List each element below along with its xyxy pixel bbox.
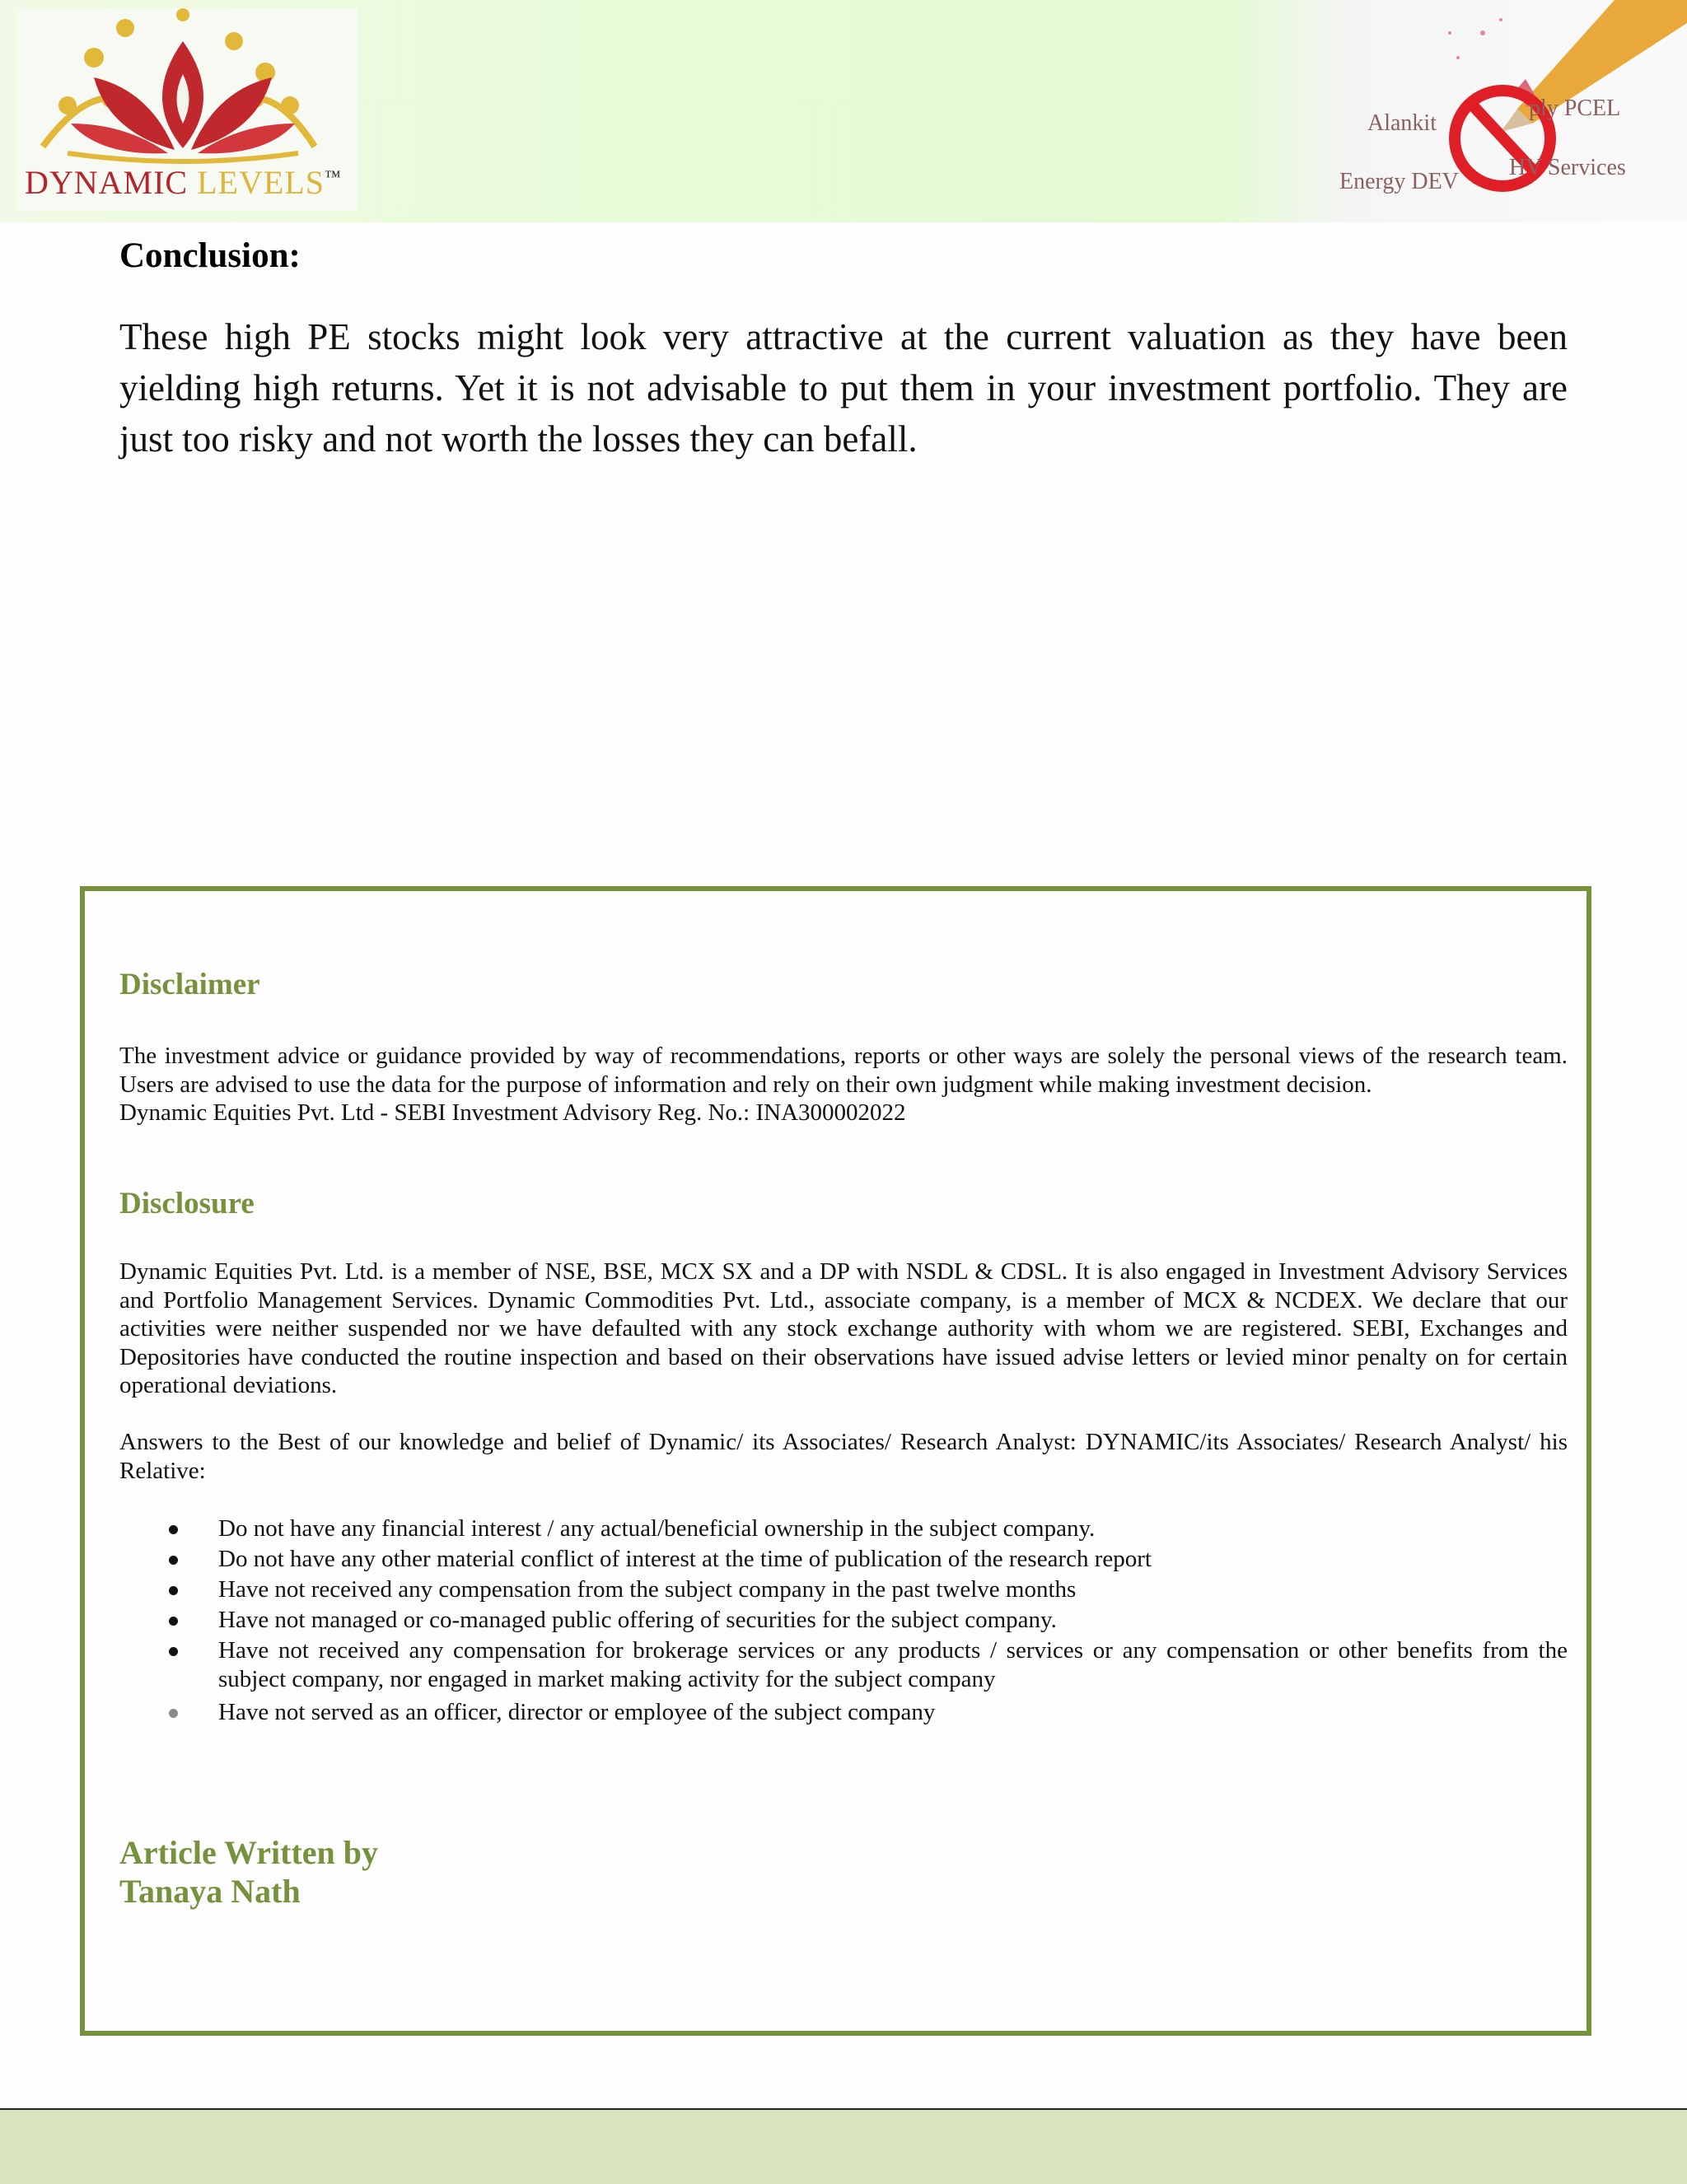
bullet-icon <box>169 1647 178 1656</box>
promo-label-services: HV Services <box>1509 155 1626 180</box>
sebi-registration: Dynamic Equities Pvt. Ltd - SEBI Investment Advisory Reg. No.: INA300002022 <box>119 1099 906 1126</box>
bullet-icon <box>169 1586 178 1595</box>
disclosure-bullet-list <box>119 1514 1568 1729</box>
dynamic-levels-logo <box>18 8 357 211</box>
promo-label-energy: Energy DEV <box>1339 169 1459 194</box>
conclusion-body: These high PE stocks might look very attractive at the current valuation as they have been yielding high returns. Yet it is not advisable to put them in your investment portfolio. They are just too risky and not worth the losses they can befall. <box>119 316 1568 460</box>
list-item-text: Have not received any compensation from the subject company in the past twelve months <box>218 1576 1077 1603</box>
disclosure-title: Disclosure <box>119 1187 255 1220</box>
list-item <box>119 1606 1568 1635</box>
author-label: Article Written by <box>119 1834 379 1871</box>
bullet-icon <box>169 1556 178 1565</box>
list-item <box>119 1636 1568 1693</box>
list-item-text: Do not have any other material conflict of interest at the time of publication of the research report <box>218 1546 1152 1572</box>
promo-label-pcel: ply PCEL <box>1529 96 1621 121</box>
list-item <box>119 1514 1568 1543</box>
author-name: Tanaya Nath <box>119 1873 301 1910</box>
header-promo-art <box>1285 0 1687 222</box>
logo-trademark: ™ <box>325 167 342 186</box>
header-band <box>0 0 1687 222</box>
logo-word-levels: LEVELS <box>197 164 325 201</box>
logo-wordmark <box>25 163 342 202</box>
footer-band <box>0 2108 1687 2184</box>
disclaimer-text: The investment advice or guidance provided by way of recommendations, reports or other ways are solely the personal views of the research team. Users are advised to use the data for the purpose of information and rely on their own judgment while making investment decision. <box>119 1043 1568 1098</box>
bullet-icon <box>169 1525 178 1534</box>
logo-word-dynamic: DYNAMIC <box>25 164 189 201</box>
list-item-text: Do not have any financial interest / any actual/beneficial ownership in the subject company. <box>218 1515 1096 1542</box>
disclosure-text: Dynamic Equities Pvt. Ltd. is a member of NSE, BSE, MCX SX and a DP with NSDL & CDSL. It is also engaged in Investment Advisory Services and Portfolio Management Services. Dynamic Commodities Pvt. Ltd., associate company, is a member of MCX & NCDEX. We declare that our activities were neither suspended nor we have defaulted with any stock exchange authority with whom we are registered. SEBI, Exchanges and Depositories have conducted the routine inspection and based on their observations have issued advise letters or levied minor penalty on for certain operational deviations. <box>119 1258 1568 1398</box>
article-author <box>119 1833 378 1911</box>
list-item <box>119 1545 1568 1574</box>
promo-label-alankit: Alankit <box>1367 110 1437 136</box>
list-item <box>119 1698 1568 1727</box>
answers-intro: Answers to the Best of our knowledge and belief of Dynamic/ its Associates/ Research Analyst: DYNAMIC/its Associates/ Research Analyst/ his Relative: <box>119 1429 1568 1484</box>
conclusion-heading: Conclusion: <box>119 236 301 275</box>
bullet-icon <box>169 1709 178 1718</box>
list-item-text: Have not received any compensation for brokerage services or any products / services or any compensation or other benefits from the subject company, nor engaged in market making activity for the subject company <box>218 1637 1568 1692</box>
list-item <box>119 1575 1568 1604</box>
bullet-icon <box>169 1617 178 1626</box>
lotus-logo-icon <box>18 8 357 165</box>
list-item-text: Have not served as an officer, director or employee of the subject company <box>218 1699 936 1725</box>
disclaimer-title: Disclaimer <box>119 968 260 1001</box>
list-item-text: Have not managed or co-managed public offering of securities for the subject company. <box>218 1607 1057 1633</box>
